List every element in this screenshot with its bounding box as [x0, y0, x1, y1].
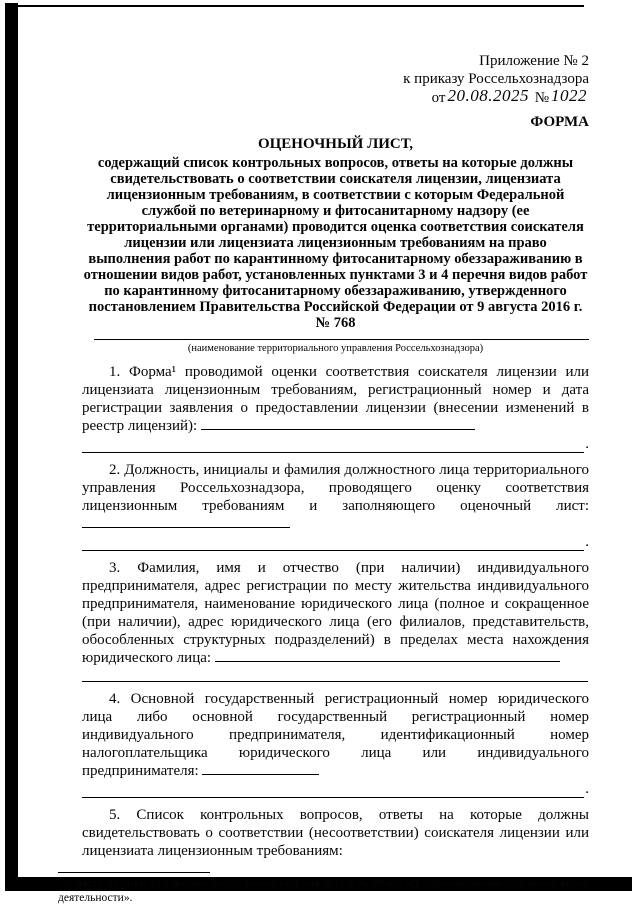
- document-title: ОЦЕНОЧНЫЙ ЛИСТ,: [257, 136, 414, 152]
- document-subtitle: содержащий список контрольных вопросов, ответы на которые должны свидетельствовать о соответствии соискателя лицензии, лицензиата лицензионным требованиям, в соответствии с которым Федеральной службой по ветеринарному и фитосанитарному надзору (ее территориальными органами) проводится оценка соответствия соискателя лицензии или лицензиата лицензионным требованиям на право выполнения работ по карантинному фитосанитарному обеззараживанию в отношении видов работ, установленных пунктами 3 и 4 перечня видов работ по карантинному фитосанитарному обеззараживанию, утвержденного постановлением Правительства Российской Федерации от 9 августа 2016 г. № 768: [83, 155, 588, 331]
- line-terminal-period: .: [585, 534, 589, 550]
- paragraph-1-text: 1. Форма¹ проводимой оценки соответствия соискателя лицензии или лицензиата лицензионным требованиям, регистрационный номер и дата регистрации заявления о предоставлении лицензии (внесении изменений в реестр лицензий):: [82, 364, 589, 434]
- line-terminal-period: .: [585, 436, 589, 452]
- form-label: ФОРМА: [530, 114, 589, 130]
- scan-artifact-left-bar: [5, 3, 18, 891]
- paragraph-4-text: 4. Основной государственный регистрационный номер юридического лица либо основной государственный регистрационный номер индивидуального предпринимателя, идентификационный номер налогоплательщика юридического лица или индивидуального предпринимателя:: [82, 691, 589, 779]
- fill-in-blank: [202, 762, 319, 775]
- footnote-divider: [58, 872, 210, 873]
- order-number-sign: №: [534, 90, 549, 106]
- appendix-title: Приложение № 2: [479, 53, 589, 69]
- paragraph-1: [82, 363, 589, 435]
- paragraph-4-blank-row: [82, 780, 589, 798]
- org-name-blank-line: [94, 338, 589, 340]
- main-text-column: [82, 52, 589, 860]
- line-terminal-period: .: [585, 781, 589, 797]
- handwritten-order-date: 20.08.2025: [447, 86, 529, 105]
- org-name-caption: (наименование территориального управления Россельхознадзора): [187, 343, 484, 354]
- fill-in-blank: [82, 515, 290, 528]
- fill-in-blank: [201, 417, 475, 430]
- order-date-prefix: от: [431, 90, 446, 106]
- paragraph-3-blank-row: [82, 667, 589, 682]
- scan-artifact-top-line: [14, 5, 584, 7]
- fill-in-blank: [215, 649, 560, 662]
- page-content: [58, 52, 589, 905]
- paragraph-3: [82, 559, 589, 667]
- paragraph-4: [82, 690, 589, 780]
- appendix-date-line: [82, 88, 589, 107]
- handwritten-order-number: 1022: [551, 86, 587, 105]
- footnote-text: ¹ Часть 3 статьи 19.1 Федерального закона от 4 мая 2011 г. № 99-ФЗ «О лицензировании отдельных видов деятельности».: [58, 878, 589, 904]
- paragraph-1-blank-row: [82, 435, 589, 453]
- paragraph-2: [82, 461, 589, 533]
- fill-in-blank: [82, 783, 584, 798]
- footnote: [58, 872, 589, 905]
- fill-in-blank: [82, 536, 584, 551]
- paragraph-3-text: 3. Фамилия, имя и отчество (при наличии) индивидуального предпринимателя, адрес регистрации по месту жительства индивидуального предпринимателя, наименование юридического лица (полное и сокращенное (при наличии), адрес юридического лица (его филиалов, представительств, обособленных структурных подразделений) в пределах места нахождения юридического лица:: [82, 560, 589, 666]
- appendix-order-line: к приказу Россельхознадзора: [403, 71, 589, 87]
- paragraph-5-text: 5. Список контрольных вопросов, ответы на которые должны свидетельствовать о соответствии (несоответствии) соискателя лицензии или лицензиата лицензионным требованиям:: [82, 807, 589, 859]
- paragraph-5: [82, 806, 589, 860]
- fill-in-blank: [82, 438, 584, 453]
- appendix-header: [82, 52, 589, 107]
- fill-in-blank: [82, 667, 588, 682]
- paragraph-2-text: 2. Должность, инициалы и фамилия должностного лица территориального управления Россельхознадзора, проводящего оценку соответствия лицензионным требованиям и заполняющего оценочный лист:: [82, 462, 589, 514]
- paragraph-2-blank-row: [82, 533, 589, 551]
